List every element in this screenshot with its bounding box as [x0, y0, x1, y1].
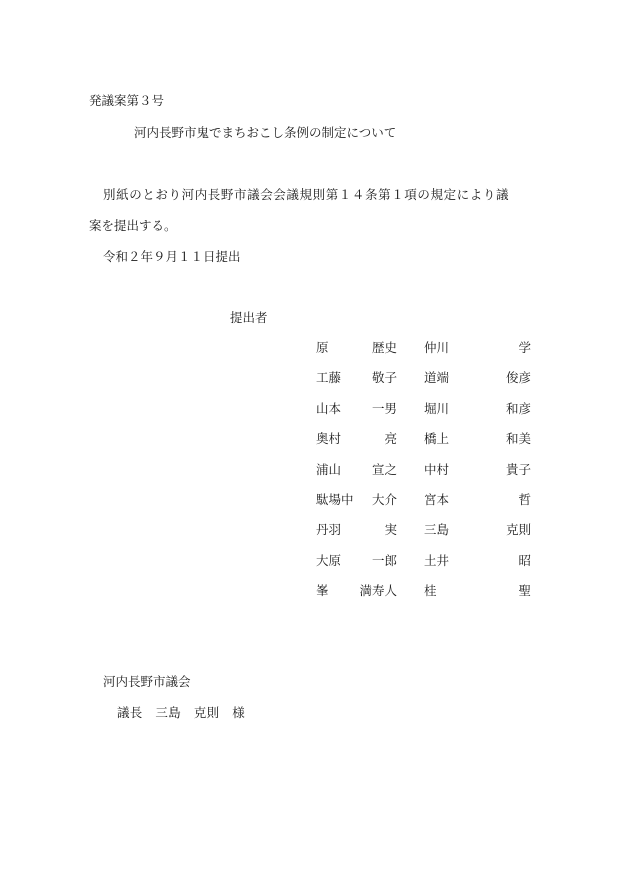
member-given-name: 和彦: [505, 401, 531, 416]
document-number: 発議案第３号: [89, 93, 165, 108]
member-given-name: 学: [518, 340, 531, 355]
member-surname: 山本: [316, 401, 342, 416]
body-text-line-1: 別紙のとおり河内長野市議会会議規則第１４条第１項の規定により議: [103, 187, 510, 202]
member-surname: 奥村: [316, 431, 342, 446]
member-row: [0, 585, 621, 601]
member-surname: 桂: [424, 583, 437, 598]
member-surname: 浦山: [316, 462, 342, 477]
member-given-name: 歴史: [371, 340, 397, 355]
member-surname: 中村: [424, 462, 450, 477]
member-row: [0, 555, 621, 571]
member-row: [0, 524, 621, 540]
member-surname: 三島: [424, 522, 450, 537]
council-name: 河内長野市議会: [103, 674, 191, 689]
member-surname: 堀川: [424, 401, 450, 416]
member-given-name: 満寿人: [359, 583, 397, 598]
member-row: [0, 372, 621, 388]
member-given-name: 宣之: [371, 462, 397, 477]
member-given-name: 俊彦: [505, 370, 531, 385]
member-surname: 土井: [424, 553, 450, 568]
member-row: [0, 464, 621, 480]
member-surname: 丹羽: [316, 522, 342, 537]
member-given-name: 実: [384, 522, 397, 537]
submission-date: 令和２年９月１１日提出: [103, 249, 241, 264]
member-row: [0, 403, 621, 419]
member-surname: 原: [316, 340, 329, 355]
member-given-name: 貴子: [505, 462, 531, 477]
member-given-name: 克則: [505, 522, 531, 537]
addressee: 議長 三島 克則 様: [117, 705, 246, 720]
member-surname: 峯: [316, 583, 329, 598]
member-surname: 大原: [316, 553, 342, 568]
member-given-name: 聖: [518, 583, 531, 598]
member-row: [0, 342, 621, 358]
member-row: [0, 494, 621, 510]
member-given-name: 亮: [384, 431, 397, 446]
member-given-name: 一郎: [371, 553, 397, 568]
member-given-name: 敬子: [371, 370, 397, 385]
member-given-name: 哲: [518, 492, 531, 507]
member-surname: 宮本: [424, 492, 450, 507]
submitters-label: 提出者: [230, 310, 268, 325]
member-given-name: 昭: [518, 553, 531, 568]
member-given-name: 大介: [371, 492, 397, 507]
member-surname: 道端: [424, 370, 450, 385]
member-given-name: 一男: [371, 401, 397, 416]
member-surname: 仲川: [424, 340, 450, 355]
member-surname: 橋上: [424, 431, 450, 446]
member-surname: 工藤: [316, 370, 342, 385]
member-given-name: 和美: [505, 431, 531, 446]
member-row: [0, 433, 621, 449]
document-title: 河内長野市鬼でまちおこし条例の制定について: [134, 125, 397, 140]
member-surname: 駄場中: [316, 492, 354, 507]
body-text-line-2: 案を提出する。: [89, 218, 177, 233]
